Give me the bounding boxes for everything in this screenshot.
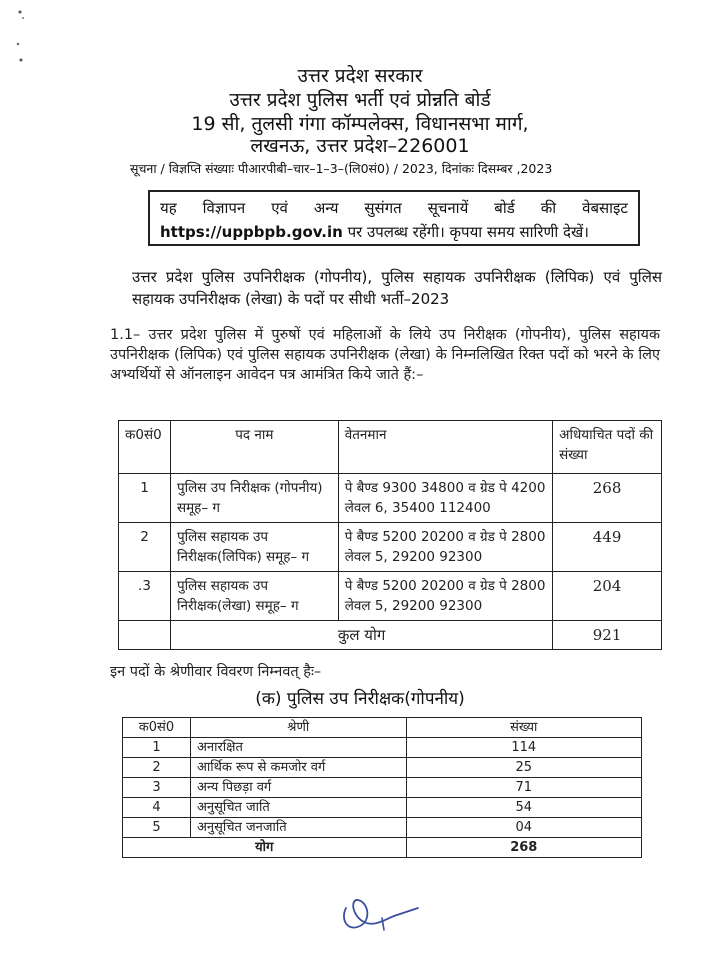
cell-category: आर्थिक रूप से कमजोर वर्ग	[190, 758, 406, 778]
table-row	[119, 523, 662, 572]
notice-word: की	[540, 199, 557, 217]
total-value: 921	[553, 621, 662, 650]
notice-line-1	[160, 196, 628, 220]
cell-serial: .3	[119, 572, 171, 621]
posts-table-header	[119, 421, 662, 474]
notice-word: सुसंगत	[364, 199, 402, 217]
cell-serial: 2	[123, 758, 191, 778]
header-address: 19 सी, तुलसी गंगा कॉम्पलेक्स, विधानसभा मार्ग,	[191, 113, 529, 135]
handwritten-signature	[338, 890, 428, 940]
col-header-post-name: पद नाम	[170, 421, 338, 474]
posts-table	[118, 420, 662, 650]
cell-serial: 1	[123, 738, 191, 758]
website-notice-box	[148, 190, 640, 246]
table-row	[123, 738, 642, 758]
notice-word: विज्ञापन	[202, 199, 246, 217]
cell-pay-scale: पे बैण्ड 9300 34800 व ग्रेड पे 4200 लेवल 6, 35400 112400	[338, 474, 552, 523]
notice-word: यह	[160, 199, 177, 217]
col-header-serial: क0सं0	[123, 718, 191, 738]
cell-empty	[119, 621, 171, 650]
total-row	[123, 838, 642, 858]
category-heading: (क) पुलिस उप निरीक्षक(गोपनीय)	[255, 689, 465, 709]
cell-vacancies: 204	[553, 572, 662, 621]
category-table	[122, 717, 642, 858]
table-row	[119, 474, 662, 523]
total-row	[119, 621, 662, 650]
cell-count: 25	[406, 758, 641, 778]
total-label: योग	[123, 838, 407, 858]
category-table-header	[123, 718, 642, 738]
col-header-serial: क0सं0	[119, 421, 171, 474]
cell-serial: 3	[123, 778, 191, 798]
header-city: लखनऊ, उत्तर प्रदेश–226001	[250, 135, 470, 157]
cell-count: 04	[406, 818, 641, 838]
notice-word: वेबसाइट	[582, 199, 628, 217]
cell-category: अनारक्षित	[190, 738, 406, 758]
table-row	[123, 758, 642, 778]
cell-pay-scale: पे बैण्ड 5200 20200 व ग्रेड पे 2800 लेवल 5, 29200 92300	[338, 572, 552, 621]
category-intro: इन पदों के श्रेणीवार विवरण निम्नवत् हैः–	[110, 664, 322, 680]
header-govt: उत्तर प्रदेश सरकार	[297, 65, 423, 87]
col-header-vacancies: अधियाचित पदों की संख्या	[553, 421, 662, 474]
col-header-category: श्रेणी	[190, 718, 406, 738]
total-value: 268	[406, 838, 641, 858]
notice-line-2	[160, 220, 628, 244]
notice-word: सूचनायें	[427, 199, 469, 217]
table-row	[123, 778, 642, 798]
cell-serial: 2	[119, 523, 171, 572]
total-label: कुल योग	[170, 621, 552, 650]
subject-line: उत्तर प्रदेश पुलिस उपनिरीक्षक (गोपनीय), पुलिस सहायक उपनिरीक्षक (लिपिक) एवं पुलिस सहायक उपनिरीक्षक (लेखा) के पदों पर सीधी भर्ती–2023	[132, 268, 662, 308]
notice-line-2-text: पर उपलब्ध रहेंगी। कृपया समय सारिणी देखें।	[347, 223, 589, 241]
notice-word: एवं	[271, 199, 288, 217]
cell-post-name: पुलिस उप निरीक्षक (गोपनीय) समूह– ग	[170, 474, 338, 523]
cell-pay-scale: पे बैण्ड 5200 20200 व ग्रेड पे 2800 लेवल 5, 29200 92300	[338, 523, 552, 572]
col-header-count: संख्या	[406, 718, 641, 738]
cell-count: 54	[406, 798, 641, 818]
col-header-pay-scale: वेतनमान	[338, 421, 552, 474]
cell-category: अनुसूचित जाति	[190, 798, 406, 818]
header-board: उत्तर प्रदेश पुलिस भर्ती एवं प्रोन्नति बोर्ड	[229, 89, 491, 111]
cell-serial: 1	[119, 474, 171, 523]
cell-vacancies: 268	[553, 474, 662, 523]
website-link[interactable]: https://uppbpb.gov.in	[160, 223, 343, 241]
cell-serial: 5	[123, 818, 191, 838]
paragraph-1-1: 1.1– उत्तर प्रदेश पुलिस में पुरुषों एवं महिलाओं के लिये उप निरीक्षक (गोपनीय), पुलिस सहायक उपनिरीक्षक (लिपिक) एवं पुलिस सहायक उपनिरीक्षक (लेखा) के निम्नलिखित रिक्त पदों को भरने के लिए अभ्यर्थियों से ऑनलाइन आवेदन पत्र आमंत्रित किये जाते हैं:–	[110, 327, 660, 383]
cell-category: अनुसूचित जनजाति	[190, 818, 406, 838]
notice-word: बोर्ड	[494, 199, 515, 217]
cell-post-name: पुलिस सहायक उप निरीक्षक(लिपिक) समूह– ग	[170, 523, 338, 572]
notice-reference: सूचना / विज्ञप्ति संख्याः पीआरपीबी–चार–1–3–(लि0सं0) / 2023, दिनांकः दिसम्बर ,2023	[130, 161, 553, 176]
cell-vacancies: 449	[553, 523, 662, 572]
cell-count: 71	[406, 778, 641, 798]
cell-post-name: पुलिस सहायक उप निरीक्षक(लेखा) समूह– ग	[170, 572, 338, 621]
table-row	[123, 818, 642, 838]
cell-count: 114	[406, 738, 641, 758]
table-row	[123, 798, 642, 818]
cell-category: अन्य पिछड़ा वर्ग	[190, 778, 406, 798]
notice-word: अन्य	[313, 199, 339, 217]
table-row	[119, 572, 662, 621]
cell-serial: 4	[123, 798, 191, 818]
